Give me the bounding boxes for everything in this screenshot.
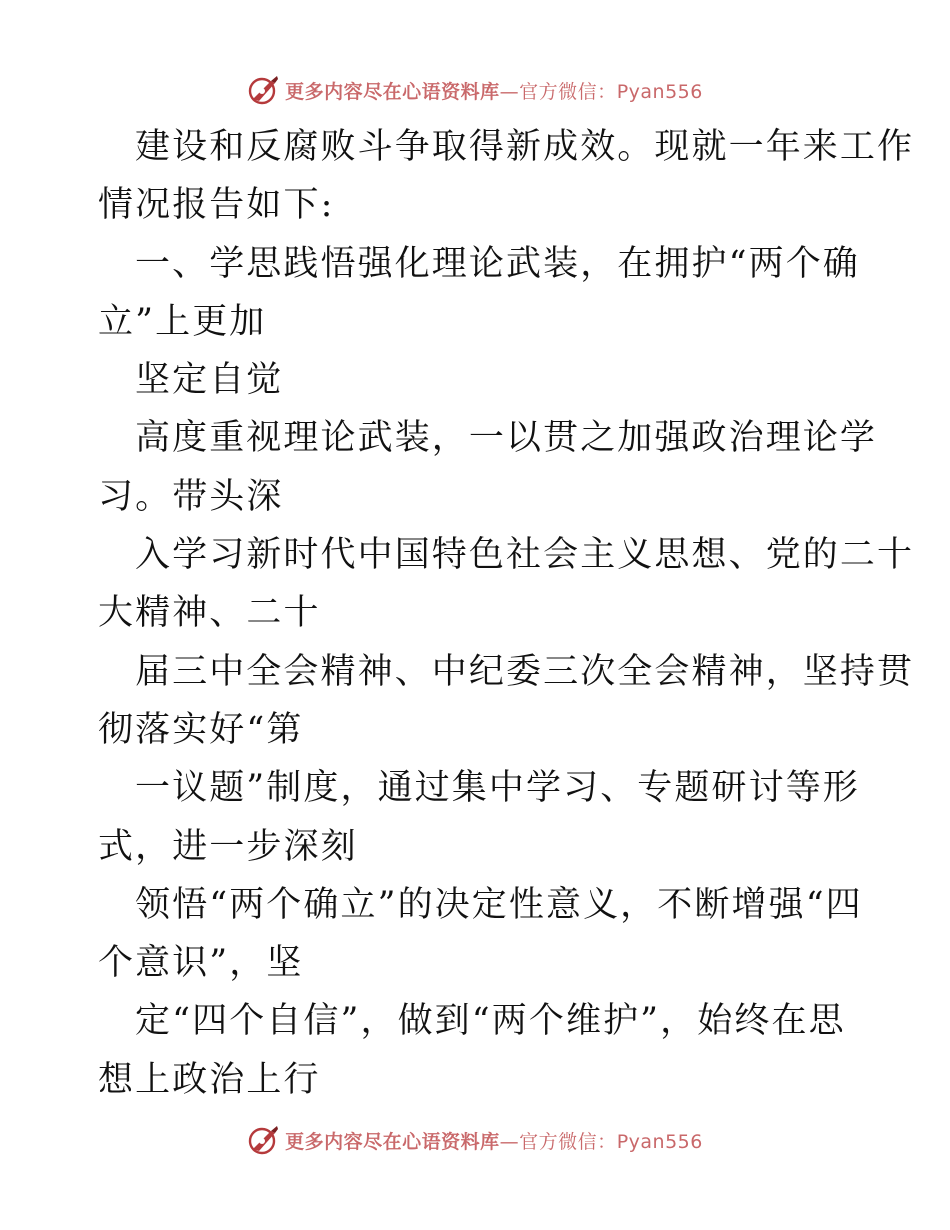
text-line: 立”上更加 — [98, 301, 267, 342]
text-line: 个意识”，坚 — [98, 943, 304, 984]
text-line: 彻落实好“第 — [98, 709, 304, 750]
watermark-official-label: 官方微信： — [519, 80, 617, 103]
pen-circle-logo-icon — [247, 73, 281, 107]
watermark-official-label: 官方微信： — [519, 1130, 617, 1153]
text-line: 习。带头深 — [98, 476, 284, 517]
watermark-text — [285, 1127, 703, 1154]
text-line: 一、学思践悟强化理论武装，在拥护“两个确 — [135, 243, 860, 284]
watermark-text — [285, 77, 703, 104]
watermark-wechat-id: Pyan556 — [616, 80, 703, 103]
text-line: 领悟“两个确立”的决定性意义，不断增强“四 — [135, 884, 863, 925]
watermark-separator: — — [499, 80, 520, 103]
watermark-brand: 更多内容尽在心语资料库 — [285, 1130, 500, 1153]
text-line: 定“四个自信”，做到“两个维护”，始终在思 — [135, 1001, 846, 1042]
body-text — [98, 118, 915, 1109]
text-line: 建设和反腐败斗争取得新成效。现就一年来工作 — [135, 127, 915, 167]
text-line: 高度重视理论武装，一以贯之加强政治理论学 — [135, 418, 878, 459]
text-line: 坚定自觉 — [135, 360, 284, 401]
watermark-separator: — — [499, 1130, 520, 1153]
text-line: 届三中全会精神、中纪委三次全会精神，坚持贯 — [135, 651, 915, 692]
watermark-brand: 更多内容尽在心语资料库 — [285, 80, 500, 103]
watermark-wechat-id: Pyan556 — [616, 1130, 703, 1153]
text-line: 式，进一步深刻 — [98, 826, 358, 867]
text-line: 大精神、二十 — [98, 593, 321, 634]
footer-watermark — [0, 1122, 950, 1158]
text-line: 入学习新时代中国特色社会主义思想、党的二十 — [135, 535, 915, 576]
pen-circle-logo-icon — [247, 1123, 281, 1157]
text-line: 想上政治上行 — [98, 1059, 321, 1100]
text-line: 情况报告如下: — [98, 185, 335, 226]
header-watermark — [0, 72, 950, 108]
text-line: 一议题”制度，通过集中学习、专题研讨等形 — [135, 768, 860, 809]
